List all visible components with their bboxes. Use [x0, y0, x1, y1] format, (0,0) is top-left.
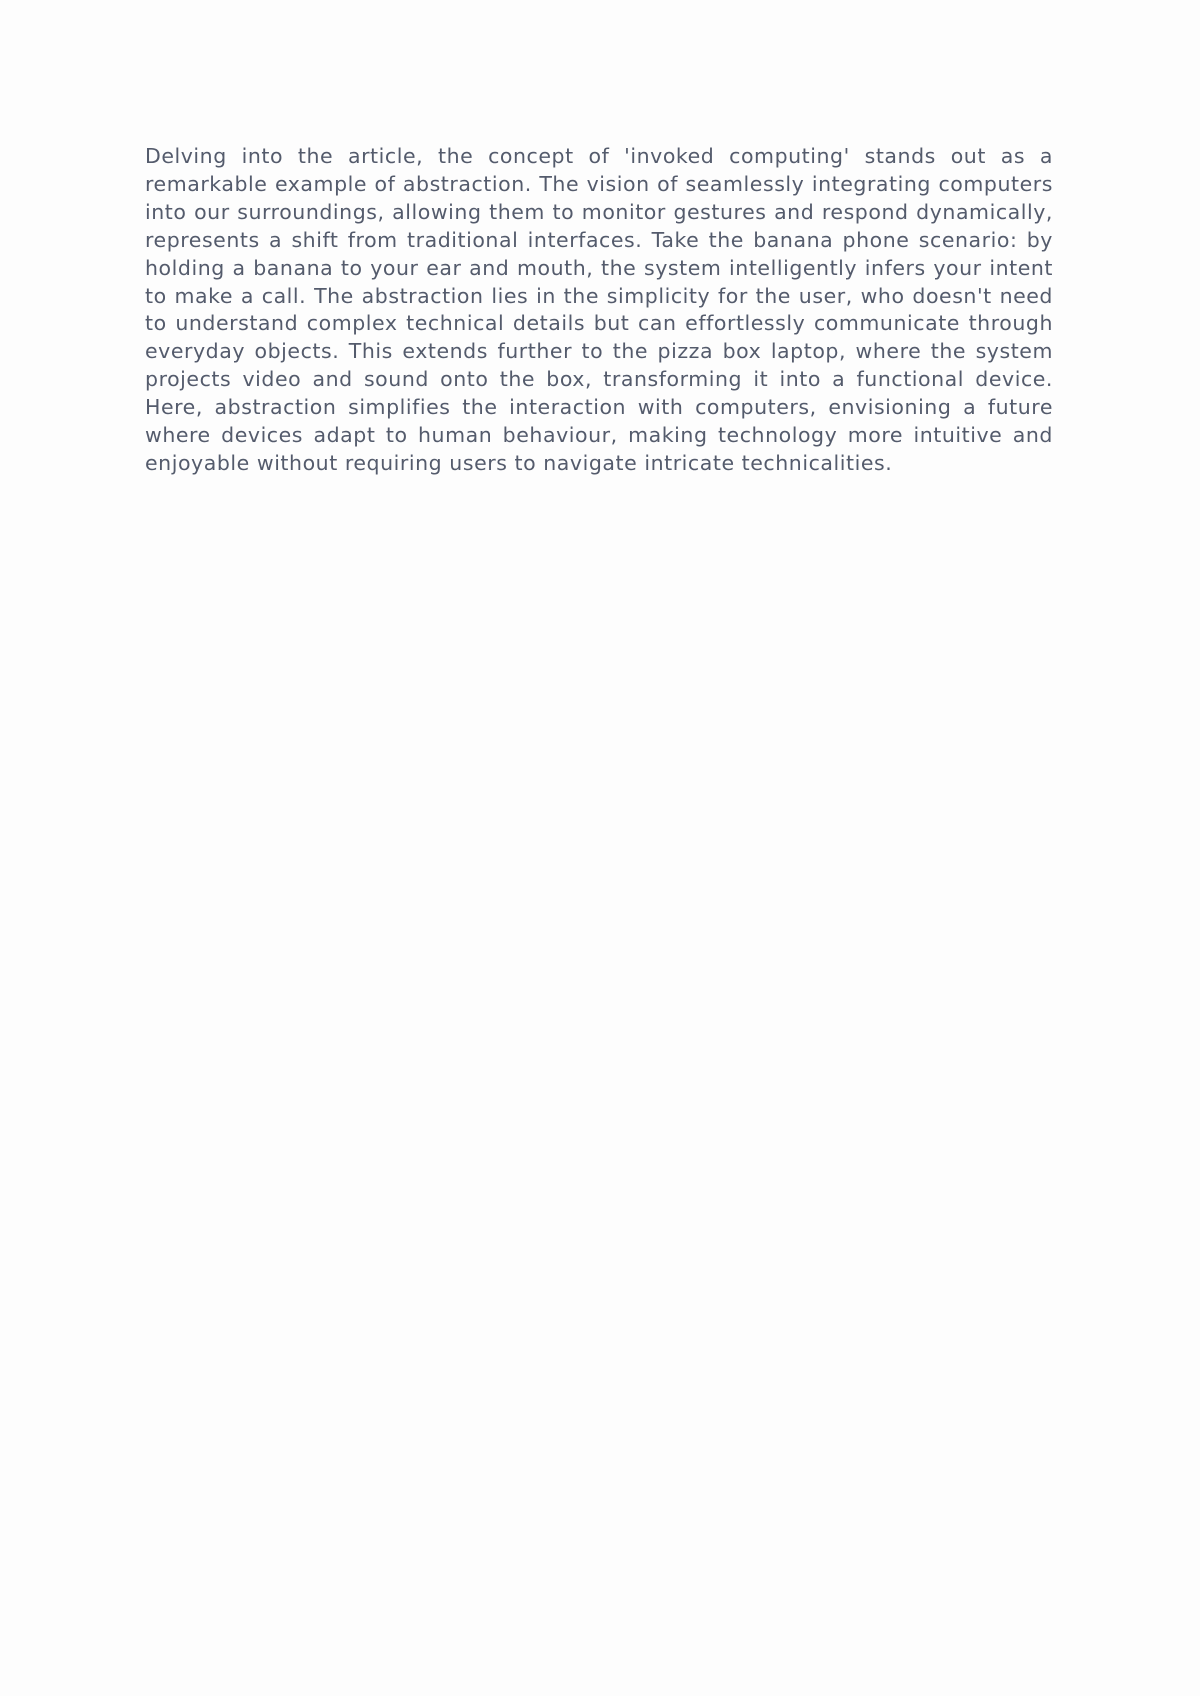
body-paragraph: Delving into the article, the concept of 'invoked computing' stands out as a remarkable example of abstraction. The vision of seamlessly integrating computers into our surroundings, allowing them to monitor gestures and respond dynamically, represents a shift from traditional interfaces. Take the banana phone scenario: by holding a banana to your ear and mouth, the system intelligently infers your intent to make a call. The abstraction lies in the simplicity for the user, who doesn't need to understand complex technical details but can effortlessly communicate through everyday objects. This extends further to the pizza box laptop, where the system projects video and sound onto the box, transforming it into a functional device. Here, abstraction simplifies the interaction with computers, envisioning a future where devices adapt to human behaviour, making technology more intuitive and enjoyable without requiring users to navigate intricate technicalities.	[145, 144, 1053, 475]
